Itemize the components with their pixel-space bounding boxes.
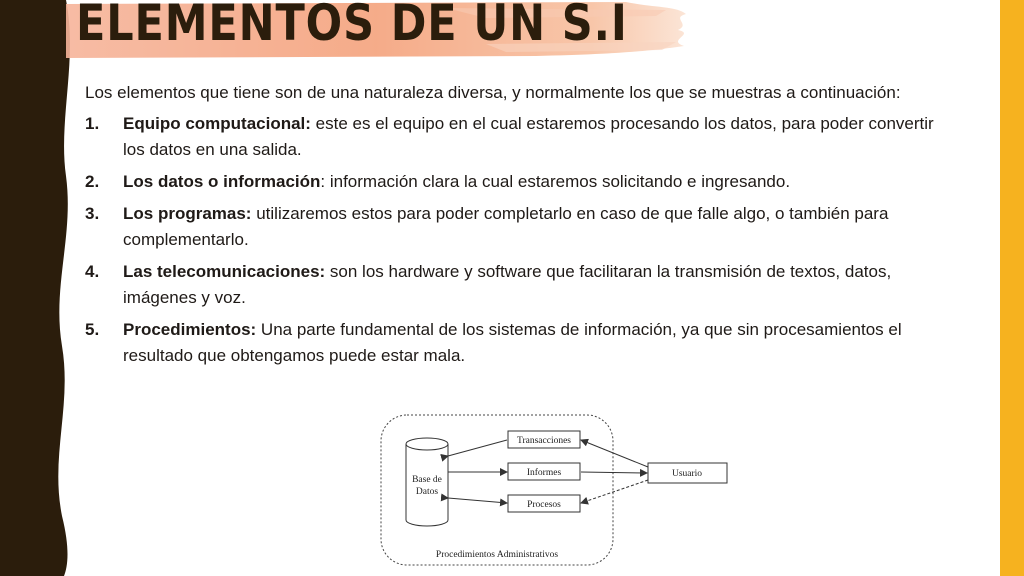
list-item-term: Las telecomunicaciones:	[123, 262, 326, 281]
arrow-db-procesos	[448, 498, 507, 503]
list-item-term: Los programas:	[123, 204, 252, 223]
list-item-number: 1.	[85, 114, 100, 133]
title-area	[66, 0, 706, 64]
database-label-line2: Datos	[415, 487, 439, 497]
informes-label: Informes	[526, 468, 562, 478]
decorative-wavy-band	[0, 0, 80, 576]
list-item-number: 4.	[85, 262, 100, 281]
arrow-usuario-procesos	[581, 480, 648, 503]
slide-title: ELEMENTOS DE UN S.I	[76, 0, 628, 52]
arrow-db-transacciones	[448, 440, 507, 456]
slide-content	[85, 80, 935, 375]
list-item-term: Equipo computacional:	[123, 114, 311, 133]
elements-list	[85, 111, 935, 369]
list-item	[85, 111, 935, 163]
list-item-text: son los hardware y software que facilitaran la transmisión de textos, datos, imágenes y voz.	[123, 262, 892, 307]
procesos-label: Procesos	[527, 500, 561, 510]
list-item	[85, 317, 935, 369]
list-item-term: Los datos o información	[123, 172, 321, 191]
database-label-line1: Base de	[412, 475, 442, 485]
accent-bar	[1000, 0, 1024, 576]
procedures-label: Procedimientos Administrativos	[435, 550, 559, 560]
list-item-text: este es el equipo en el cual estaremos procesando los datos, para poder convertir los datos en una salida.	[123, 114, 934, 159]
information-system-diagram	[378, 412, 728, 572]
list-item	[85, 259, 935, 311]
arrow-informes-usuario	[581, 472, 647, 473]
transacciones-label: Transacciones	[517, 436, 571, 446]
intro-paragraph: Los elementos que tiene son de una naturaleza diversa, y normalmente los que se muestras a continuación:	[85, 83, 901, 102]
list-item	[85, 201, 935, 253]
list-item-number: 5.	[85, 320, 100, 339]
list-item-number: 2.	[85, 172, 100, 191]
arrow-usuario-transacciones	[581, 440, 648, 467]
list-item	[85, 169, 935, 195]
list-item-text: : información clara la cual estaremos solicitando e ingresando.	[320, 172, 791, 191]
list-item-term: Procedimientos:	[123, 320, 257, 339]
list-item-text: Una parte fundamental de los sistemas de información, ya que sin procesamientos el resultado que obtengamos puede estar mala.	[123, 320, 902, 365]
list-item-text: utilizaremos estos para poder completarlo en caso de que falle algo, o también para complementarlo.	[123, 204, 889, 249]
usuario-label: Usuario	[671, 469, 703, 479]
list-item-number: 3.	[85, 204, 100, 223]
